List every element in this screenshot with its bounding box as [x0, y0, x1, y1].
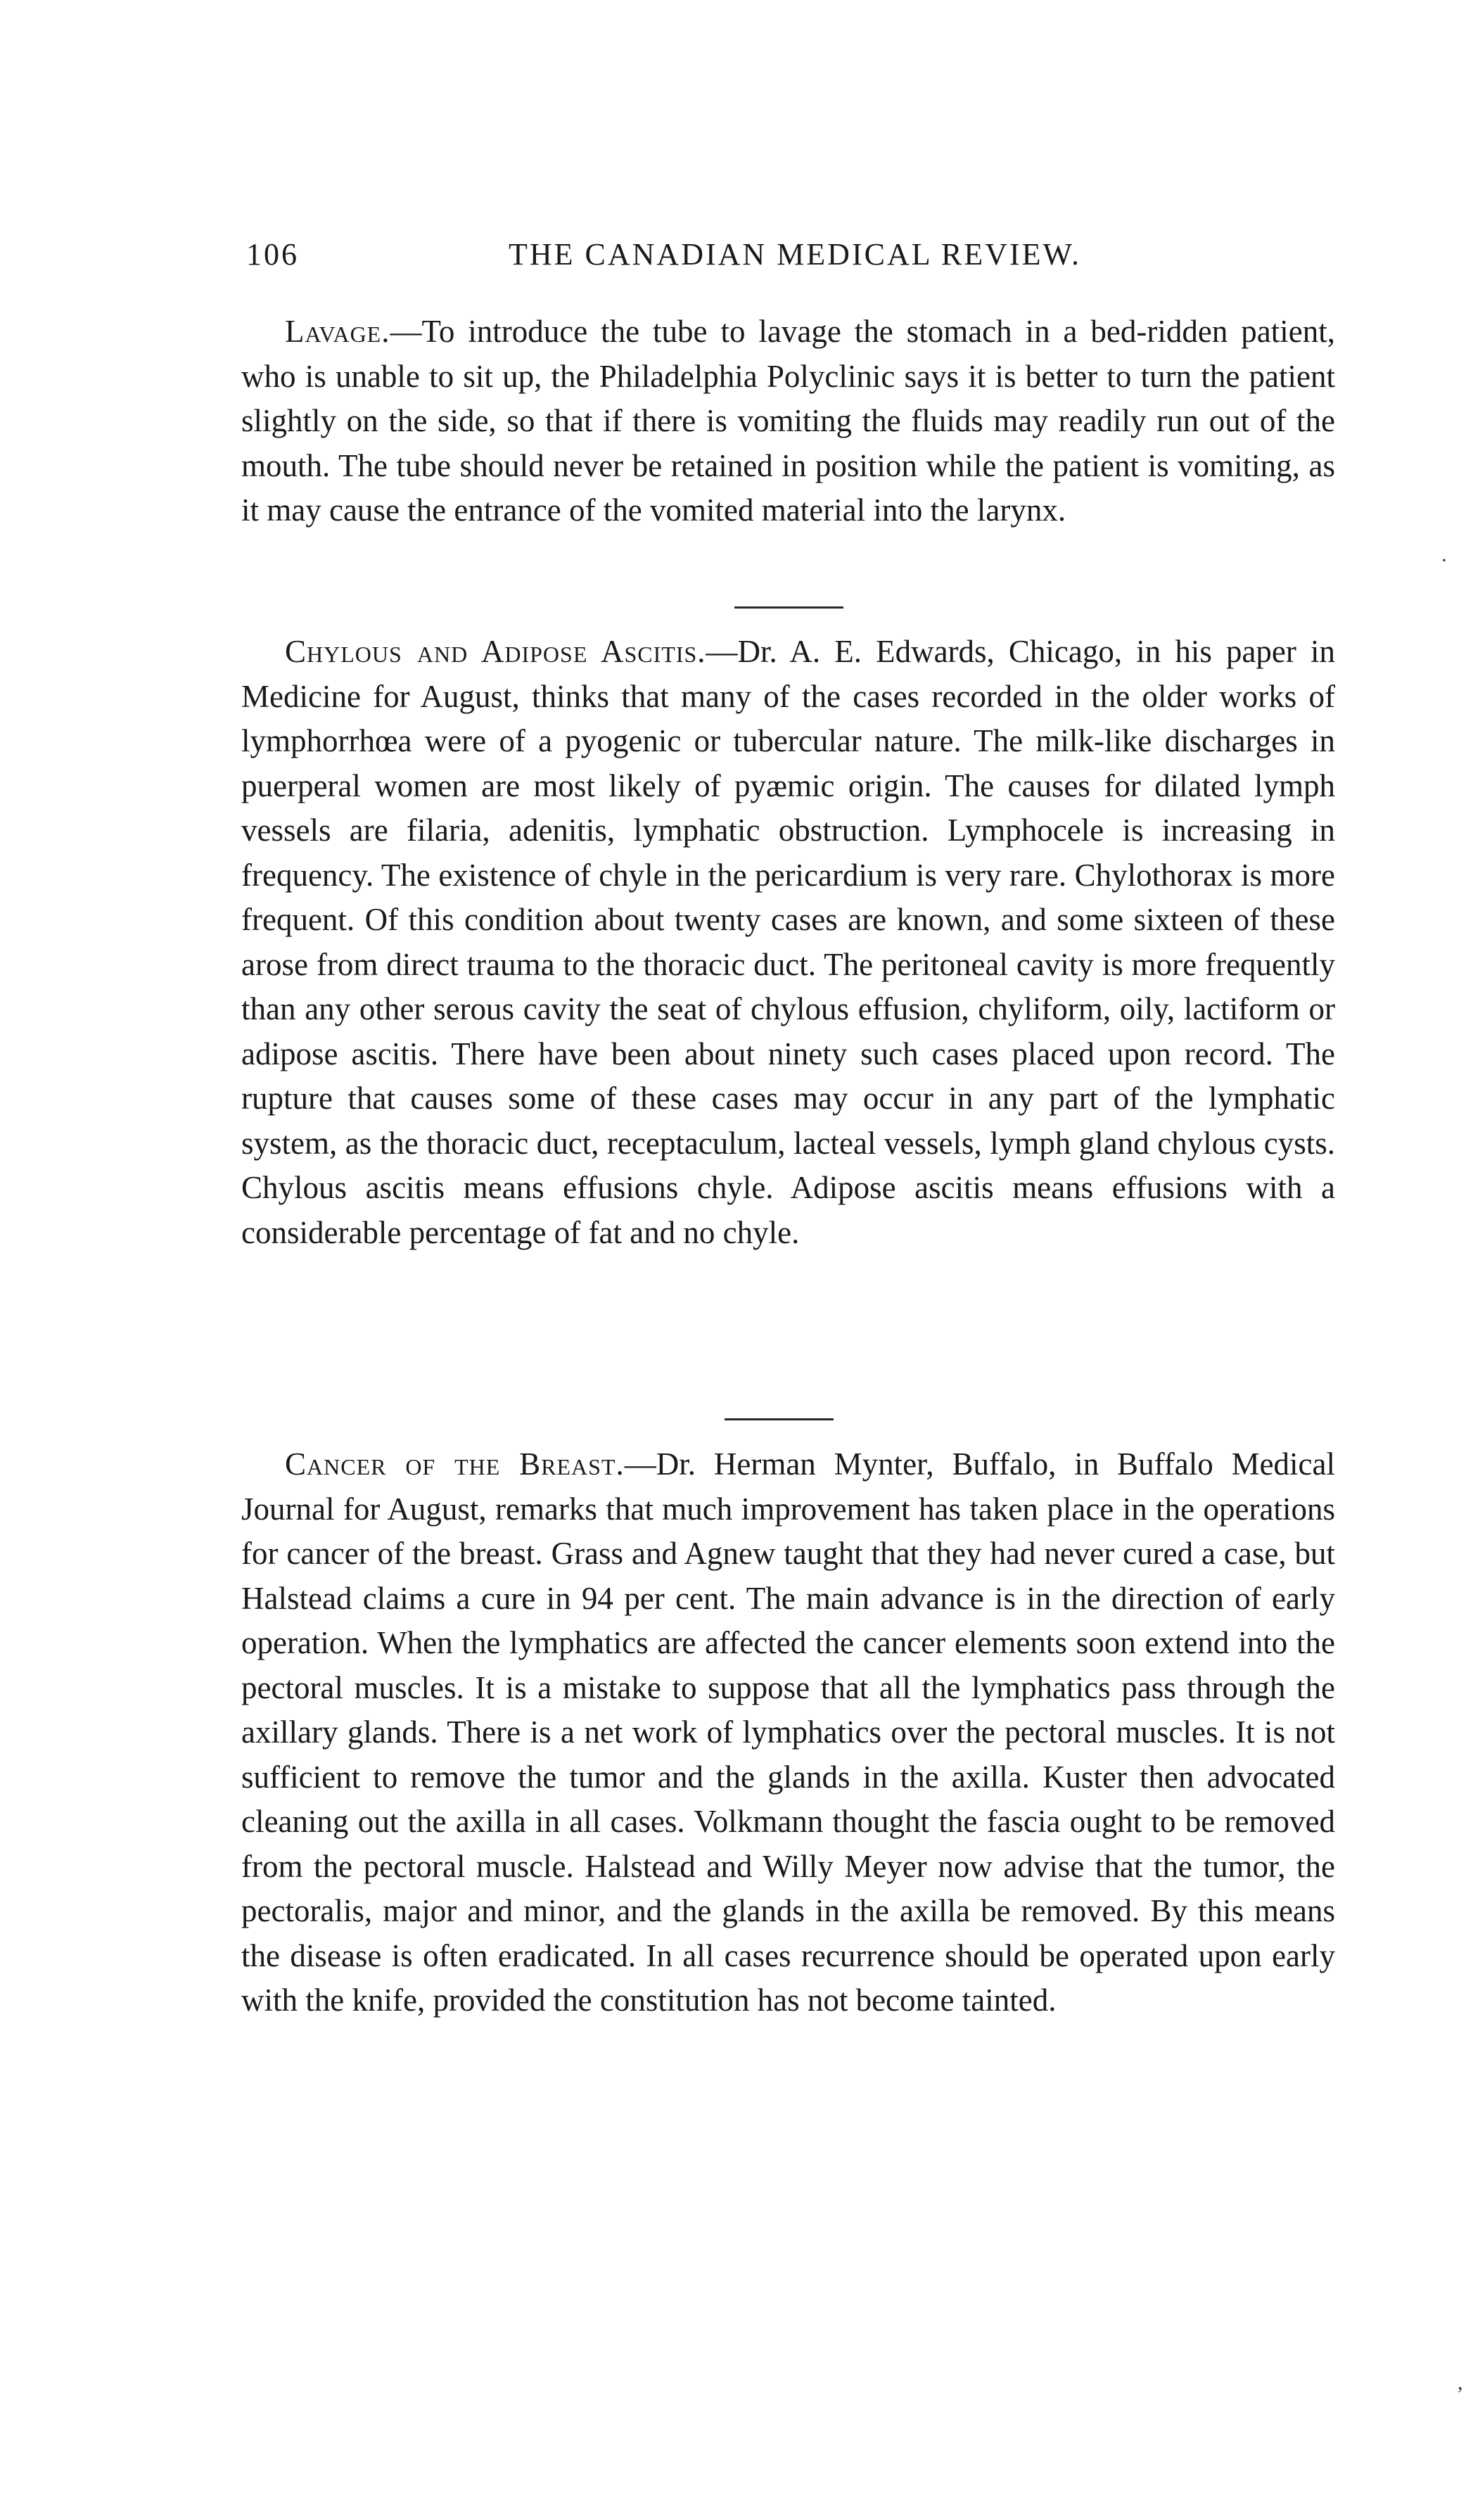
- page-number: 106: [246, 237, 299, 272]
- article-paragraph: [241, 1442, 1335, 2023]
- article-lavage: [241, 310, 1335, 533]
- article-heading: Lavage.: [285, 314, 390, 349]
- section-divider: [734, 606, 843, 609]
- scan-speck: ·: [1441, 549, 1448, 572]
- article-body: —To introduce the tube to lavage the stomach in a bed-ridden patient, who is unable to sit up, the Philadelphia Polyclinic says it is better to turn the patient slightly on the side, so that if there is vomiting the fluids may readily run out of the mouth. The tube should never be retained in position while the patient is vomiting, as it may cause the entrance of the vomited material into the larynx.: [241, 314, 1335, 528]
- article-paragraph: [241, 310, 1335, 533]
- article-chylous-ascitis: [241, 630, 1335, 1255]
- scan-speck: ,: [1458, 2371, 1463, 2394]
- section-divider: [725, 1418, 834, 1420]
- running-head: [246, 236, 1344, 279]
- article-paragraph: [241, 630, 1335, 1255]
- article-cancer-breast: [241, 1442, 1335, 2023]
- journal-title: THE CANADIAN MEDICAL REVIEW.: [509, 237, 1081, 272]
- article-body: —Dr. Herman Mynter, Buffalo, in Buffalo Medical Journal for August, remarks that much improvement has taken place in the operations for cancer of the breast. Grass and Agnew taught that they had never cured a case, but Halstead claims a cure in 94 per cent. The main advance is in the direction of early operation. When the lymphatics are affected the cancer elements soon extend into the pectoral muscles. It is a mistake to suppose that all the lymphatics pass through the axillary glands. There is a net work of lymphatics over the pectoral muscles. It is not sufficient to remove the tumor and the glands in the axilla. Kuster then advocated cleaning out the axilla in all cases. Volkmann thought the fascia ought to be removed from the pectoral muscle. Halstead and Willy Meyer now advise that the tumor, the pectoralis, major and minor, and the glands in the axilla be removed. By this means the disease is often eradicated. In all cases recurrence should be operated upon early with the knife, provided the constitution has not become tainted.: [241, 1446, 1335, 2018]
- article-heading: Cancer of the Breast.: [285, 1446, 625, 1482]
- article-body: —Dr. A. E. Edwards, Chicago, in his paper in Medicine for August, thinks that many of the cases recorded in the older works of lymphorrhœa were of a pyogenic or tubercular nature. The milk-like discharges in puerperal women are most likely of pyæmic origin. The causes for dilated lymph vessels are filaria, adenitis, lymphatic obstruction. Lymphocele is increasing in frequency. The existence of chyle in the pericardium is very rare. Chylothorax is more frequent. Of this condition about twenty cases are known, and some sixteen of these arose from direct trauma to the thoracic duct. The peritoneal cavity is more frequently than any other serous cavity the seat of chylous effusion, chyliform, oily, lactiform or adipose ascitis. There have been about ninety such cases placed upon record. The rupture that causes some of these cases may occur in any part of the lymphatic system, as the thoracic duct, receptaculum, lacteal vessels, lymph gland chylous cysts. Chylous ascitis means effusions chyle. Adipose ascitis means effusions with a considerable percentage of fat and no chyle.: [241, 634, 1335, 1250]
- article-heading: Chylous and Adipose Ascitis.: [285, 634, 706, 669]
